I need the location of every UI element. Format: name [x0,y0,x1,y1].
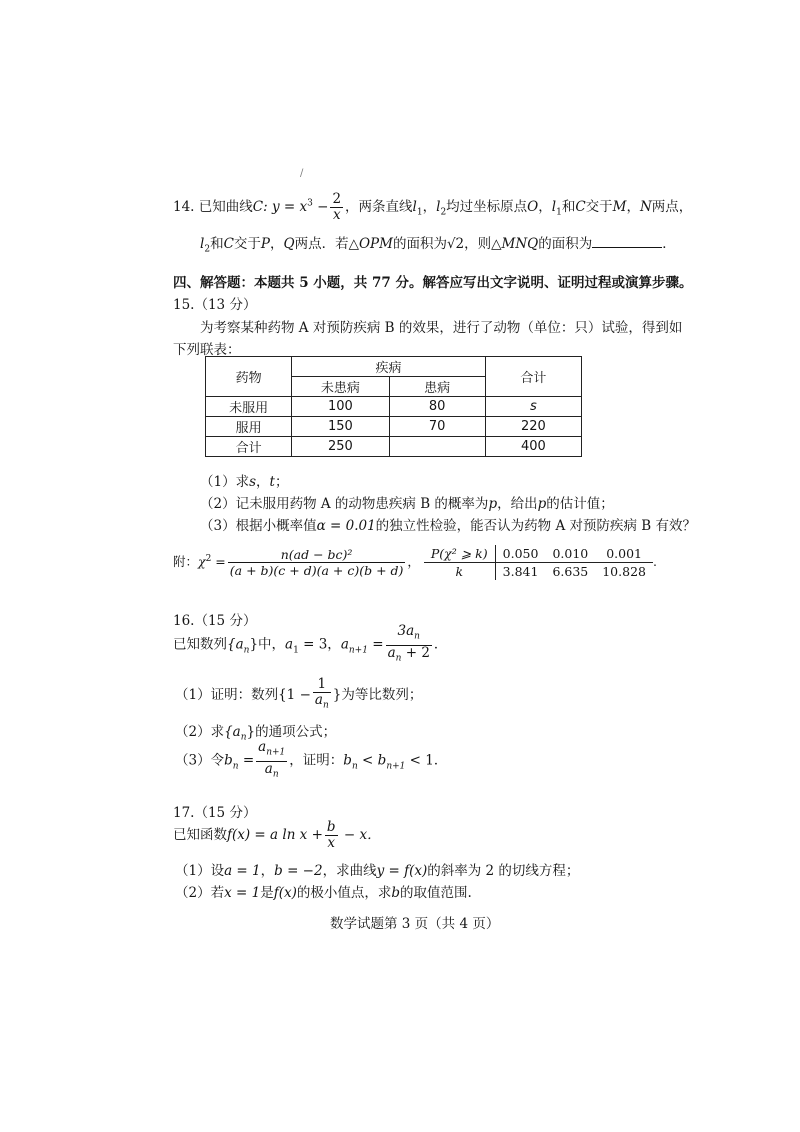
table-cell: s [485,397,581,417]
sub: n+1 [348,645,368,656]
q15-intro1: 为考察某种药物 A 对预防疾病 B 的效果，进行了动物（单位：只）试验，得到如 [200,320,683,336]
sub: n [272,769,279,780]
var-p: p [537,496,547,512]
q14-text: ， [538,199,552,215]
point-p: P [260,236,270,252]
q15-text: （2）记未服用药物 A 的动物患疾病 B 的概率为 [200,496,489,512]
q17-text: ， [260,863,275,879]
q14-text: 和 [561,199,576,215]
line-l1: l [551,199,557,215]
table-cell: k [424,563,495,581]
seq: } [246,724,256,740]
sub: n+1 [266,747,286,758]
ref-comma: ， [407,554,420,569]
curve-fraction [330,192,343,223]
sub: 1 [416,207,423,218]
alpha-value: α = 0.01 [316,518,376,534]
curve-eq: : y = x [263,199,308,215]
line-l1: l [412,199,417,215]
q17-text: 的极小值点，求 [296,885,392,901]
triangle-opm: OPM [358,236,393,252]
curve-minus: − [312,199,329,215]
function-fraction [325,820,338,851]
curve-name: C [223,236,234,252]
point-n: N [639,199,652,215]
q16-text: = 3， [298,636,341,653]
sub: n [240,732,247,743]
q17-text: 是 [260,885,274,901]
den-text: a [264,760,273,777]
q16-text: 中， [258,636,286,653]
q16-known [173,624,447,666]
table-row [424,563,653,581]
table-cell: 400 [485,437,581,457]
q15-text: （1）求 [200,474,250,490]
math: a = 1 [224,863,261,879]
frac-den [256,762,287,783]
seq: } [249,636,259,653]
table-cell: 合计 [485,357,581,397]
frac-den: x [327,835,336,851]
chi-symbol: χ [198,554,206,569]
q16-text: < 1． [405,752,448,769]
q14-text: 的面积为 [392,236,447,252]
table-cell: P(χ² ⩾ k) [424,545,495,563]
q15-part3 [200,514,696,534]
frac-num [256,740,287,762]
q15-intro2: 下列联表： [173,342,241,358]
seq: {a [227,636,244,653]
chi-exp: 2 [205,553,212,564]
table-cell: 250 [292,437,389,457]
q15-number: 15.（13 分） [173,297,257,313]
section-heading: 四、解答题：本题共 5 小题，共 77 分。解答应写出文字说明、证明过程或演算步骤。 [173,275,693,291]
q16-text: ． [433,636,448,653]
table-cell: 150 [292,417,389,437]
q17-number: 17.（15 分） [173,805,257,821]
q15-text: ； [274,474,289,490]
num-text: a [258,739,267,755]
line-l2: l [200,236,205,252]
q16-text: 已知数列 [173,636,227,653]
frac-num [386,624,432,646]
triangle-mnq: MNQ [501,236,539,252]
q17-text: 已知函数 [173,827,227,843]
num-text: 3a [397,623,415,639]
sub: n [322,700,329,711]
q14-line2 [200,232,676,255]
frac-num: 1 [313,677,331,693]
frac-den [313,693,331,714]
den-text: a [314,692,323,708]
q14-text: 已知曲线 [198,199,253,215]
q14-text: ， [422,199,437,215]
table-cell: 80 [389,397,485,417]
sqrt-two: √2 [446,236,465,252]
q14-text: ． [662,236,676,252]
math: y = f(x) [376,863,428,879]
sub: n+1 [386,761,406,772]
q16-text: {1 − [278,686,311,703]
sub: 2 [440,207,447,218]
table-row [206,397,582,417]
q15-text: （3）根据小概率值 [200,518,317,534]
point-o: O [527,199,539,215]
table-cell: 3.841 [502,564,539,579]
q14-text: ，两条直线 [345,199,413,215]
q17-text: ，求曲线 [322,863,377,879]
table-row [206,357,582,377]
part1-fraction [313,677,331,714]
q15-part1 [200,470,288,490]
critical-value-table [424,545,653,580]
function-tail: − x． [339,827,381,843]
var-b: b [224,752,233,769]
q16-number: 16.（15 分） [173,613,257,629]
q16-part1 [175,677,422,714]
math: x = 1 [224,885,261,901]
var-a: a [340,636,349,653]
line-l2: l [436,199,441,215]
sub: 1 [556,207,562,218]
sub: n [232,761,239,772]
contingency-table [205,356,582,457]
q15-text: ， [256,474,270,490]
frac-den [386,646,432,667]
var-p: p [488,496,498,512]
q14-text: 和 [210,236,224,252]
q15-part2 [200,492,614,512]
table-cell [389,437,485,457]
table-cell: 服用 [206,417,292,437]
answer-blank [592,247,662,248]
q14-text: 两点．若△ [294,236,359,252]
q16-text: （1）证明：数列 [175,686,279,703]
math: b = −2 [274,863,323,879]
table-cell: 6.635 [552,564,589,579]
q17-part2 [175,881,472,901]
math: b [391,885,401,901]
q17-text: 的取值范围. [400,885,472,901]
point-q: Q [283,236,295,252]
table-cell: 10.828 [602,564,646,579]
q17-text: （1）设 [175,863,225,879]
var-t: t [269,474,275,490]
frac-num: b [326,819,336,835]
q16-text: } [332,686,342,703]
page-footer: 数学试题第 3 页（共 4 页） [330,916,500,932]
frac-num: n(ad − bc)² [228,547,406,563]
q16-text: 为等比数列； [341,686,423,703]
q14-line1 [173,192,692,223]
q16-text: （3）令 [175,752,225,769]
var-a: a [285,636,294,653]
q16-text: （2）求 [175,724,225,740]
q14-text: 两点， [651,199,693,215]
var-b: b [343,752,352,769]
sub: 2 [204,244,211,255]
frac-num: 2 [332,191,342,207]
q16-text: 的通项公式； [255,724,337,740]
q14-text: 交于 [233,236,261,252]
table-cell: 100 [292,397,389,417]
sub: n [395,653,402,664]
table-cell: 未患病 [292,377,389,397]
sub: n [243,645,250,656]
frac-den: (a + b)(c + d)(a + c)(b + d) [229,563,404,578]
recurrence-fraction [386,624,432,666]
q17-text: （2）若 [175,885,225,901]
var-b: b [377,752,387,769]
q14-text: ， [626,199,640,215]
q16-text: = [238,752,255,769]
table-cell: 合计 [206,437,292,457]
q14-text: 均过坐标原点 [446,199,528,215]
q17-text: 的斜率为 2 的切线方程； [427,863,580,879]
q15-text: 的估计值； [546,496,614,512]
sub: 1 [293,645,299,656]
table-cell: 0.001 [595,545,653,563]
curve-name: C [252,199,264,215]
table-row [206,437,582,457]
table-cell: 未服用 [206,397,292,417]
q17-known [173,820,381,851]
ref-label: 附： [173,554,199,569]
den-text: a [387,644,396,661]
table-row [424,545,653,563]
var-s: s [249,474,257,490]
frac-den: x [332,207,341,223]
function-def: f(x) = a ln x + [227,827,323,843]
stray-mark: / [300,168,304,179]
chi-eq: = [211,554,226,569]
seq: {a [224,724,241,740]
table-cell: 0.010 [545,545,595,563]
den-text: + 2 [401,644,430,661]
point-m: M [612,199,627,215]
q16-text: = [367,636,384,653]
table-cell: 药物 [206,357,292,397]
q16-text: < [357,752,378,769]
bn-fraction [256,740,287,782]
sub: n [351,761,358,772]
q15-text: ，给出 [497,496,538,512]
chi-square-fraction [228,547,406,578]
table-cell: 患病 [389,377,485,397]
table-cell: 220 [485,417,581,437]
table-cell: 70 [389,417,485,437]
reference-formula [173,545,657,580]
curve-name: C [575,199,586,215]
q15-text: 的独立性检验，能否认为药物 A 对预防疾病 B 有效？ [375,518,697,534]
q14-text: ， [270,236,284,252]
q14-text: 交于 [585,199,613,215]
table-row [206,417,582,437]
table-cell: 疾病 [292,357,485,377]
sub: n [414,631,420,642]
q14-number: 14. [173,199,195,215]
curve-exp: 3 [307,198,313,209]
math: f(x) [273,885,297,901]
q16-part3 [175,740,447,782]
table-cell: 0.050 [495,545,545,563]
q16-text: ，证明： [289,752,344,769]
ref-end: . [652,554,657,569]
q14-text: 的面积为 [538,236,593,252]
q17-part1 [175,859,579,879]
q14-text: ，则△ [464,236,502,252]
